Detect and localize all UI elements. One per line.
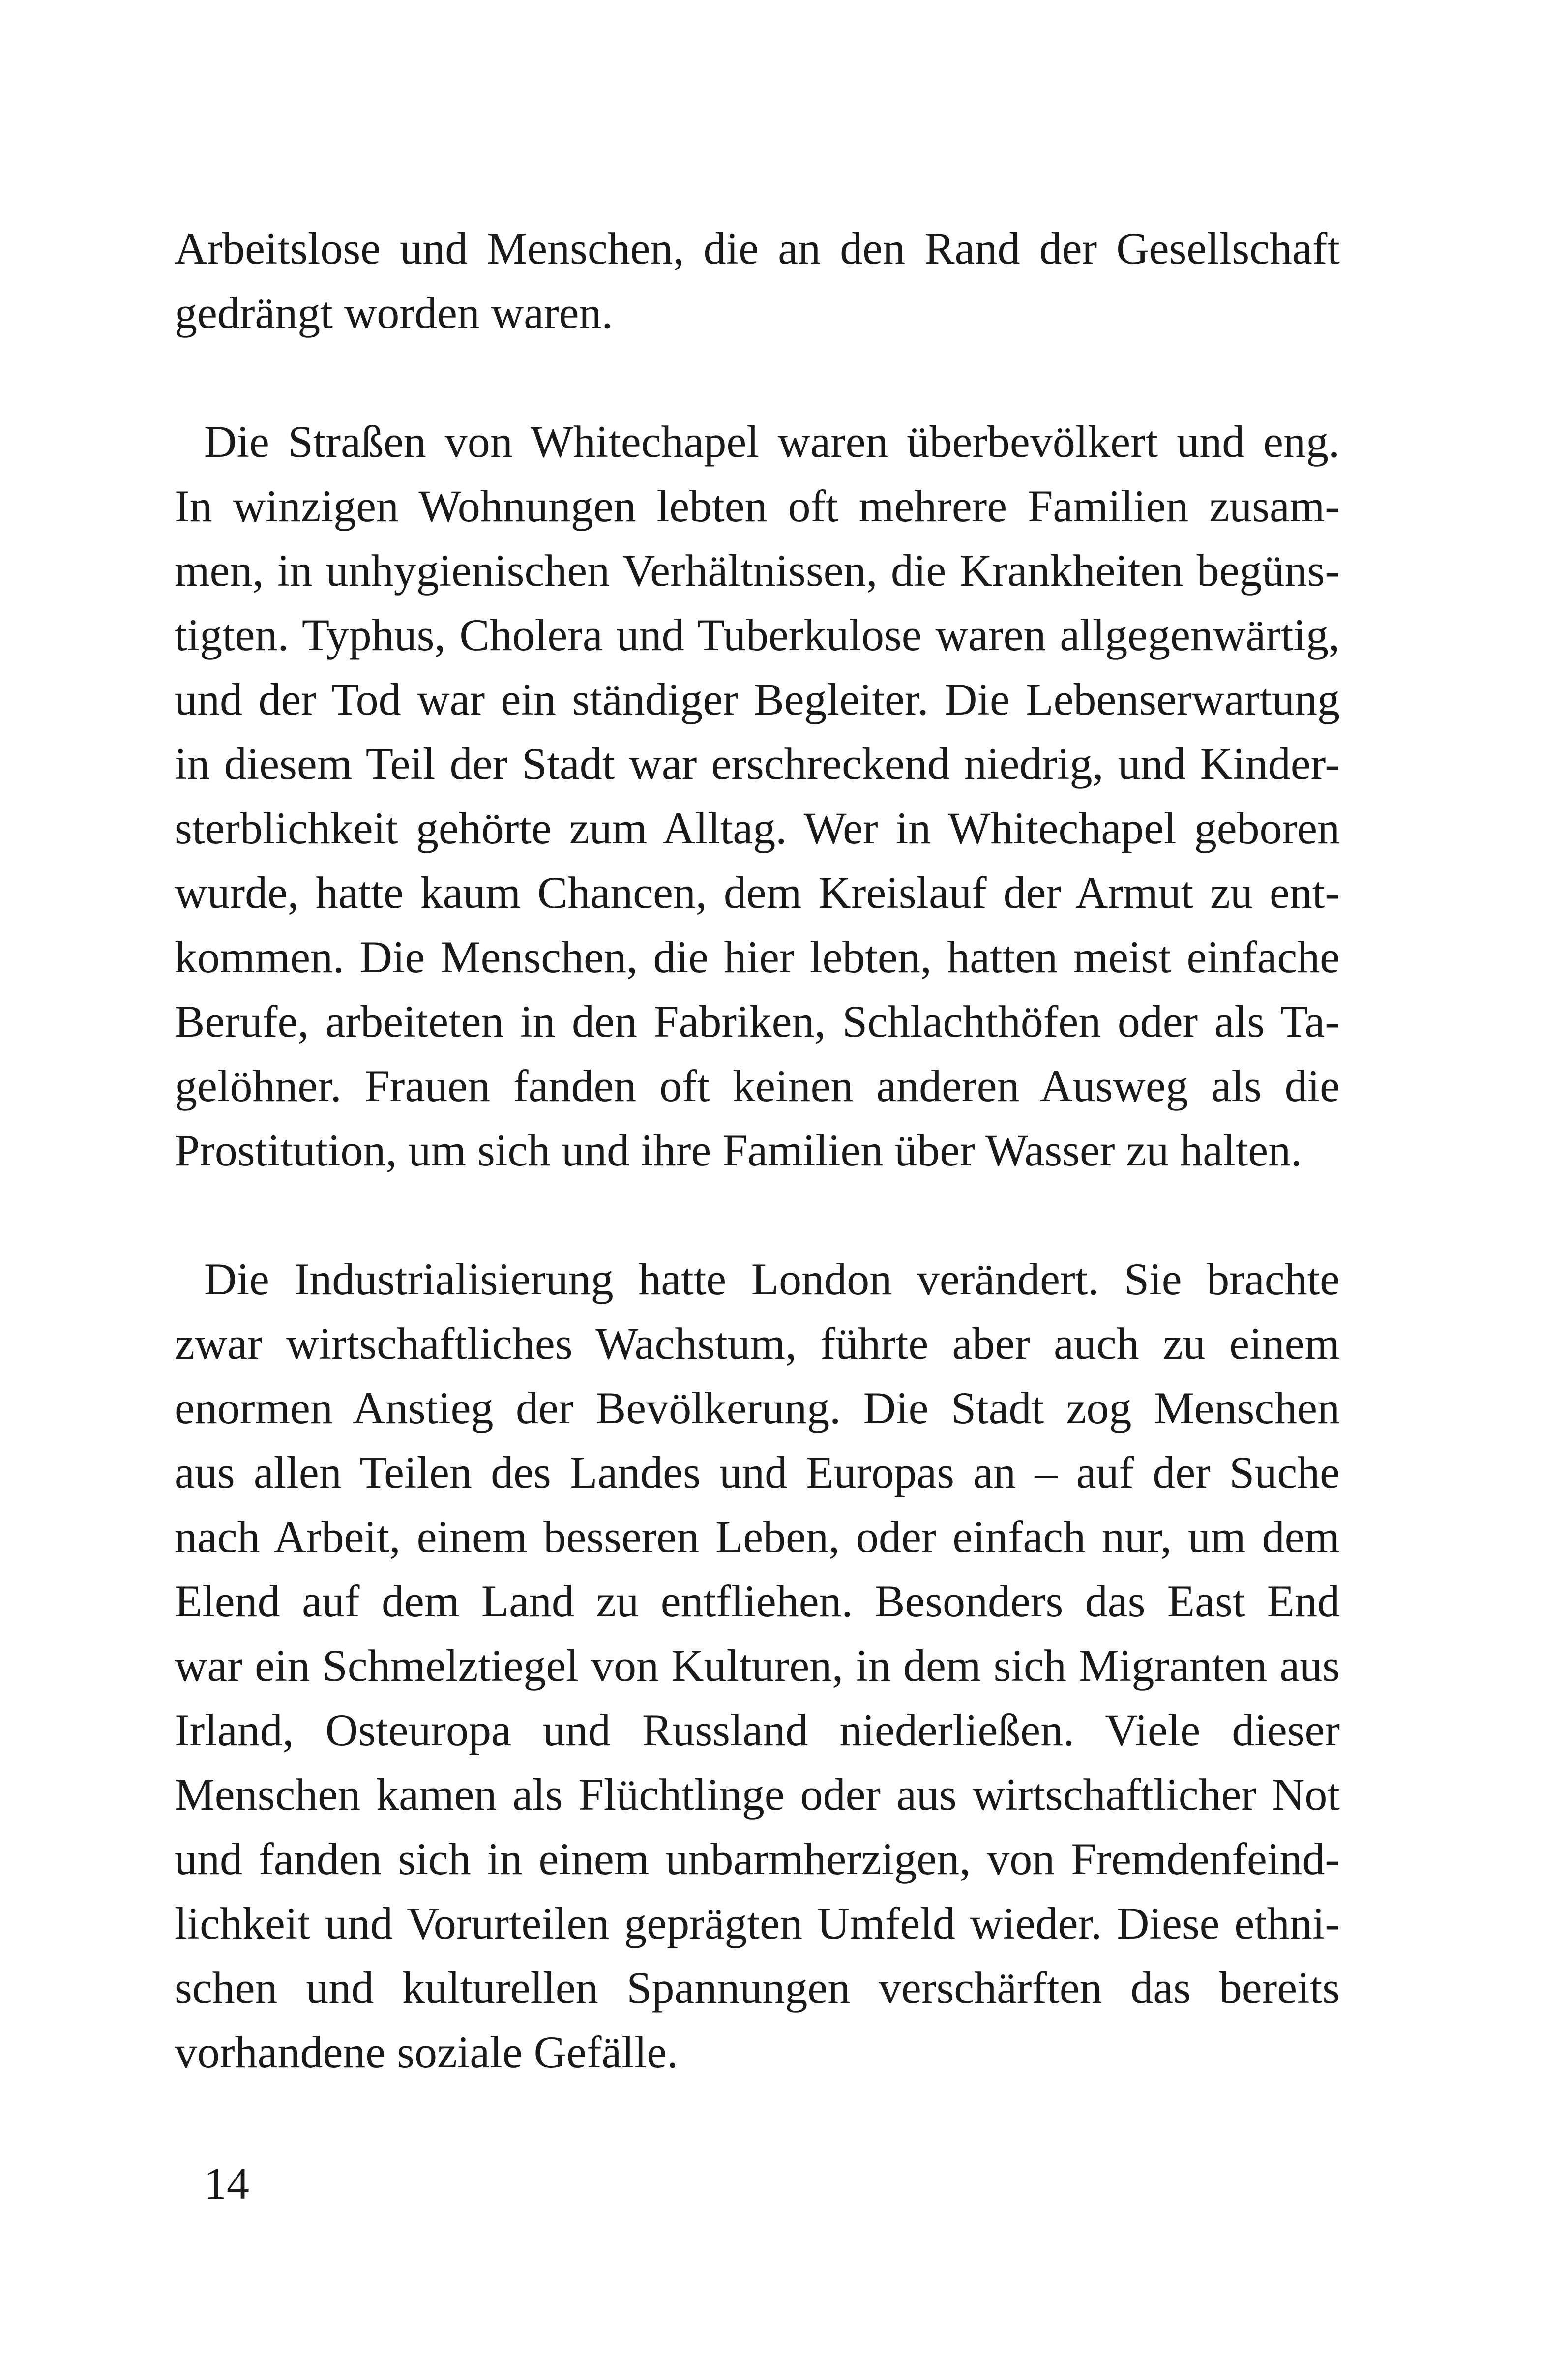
text-line: Prostitution, um sich und ihre Familien über Wasser zu halten.: [175, 1125, 1302, 1175]
text-line: sterblichkeit gehörte zum Alltag. Wer in Whitechapel geboren: [175, 803, 1340, 853]
text-line: gelöhner. Frauen fanden oft keinen anderen Ausweg als die: [175, 1061, 1340, 1111]
text-line: gedrängt worden waren.: [175, 288, 613, 338]
paragraph-gap: [175, 345, 1340, 410]
text-line: Die Industrialisierung hatte London verändert. Sie brachte: [204, 1254, 1340, 1304]
text-line: men, in unhygienischen Verhältnissen, die Krankheiten begüns-: [175, 545, 1340, 596]
paragraph-gap: [175, 1183, 1340, 1247]
text-line: war ein Schmelztiegel von Kulturen, in dem sich Migranten aus: [175, 1641, 1340, 1691]
paragraph-3: [175, 1247, 1340, 2085]
body-text: [175, 216, 1340, 2085]
text-line: enormen Anstieg der Bevölkerung. Die Stadt zog Menschen: [175, 1383, 1340, 1433]
text-line: wurde, hatte kaum Chancen, dem Kreislauf der Armut zu ent-: [175, 867, 1340, 918]
text-line: schen und kulturellen Spannungen verschärften das bereits: [175, 1963, 1340, 2013]
text-line: Irland, Osteuropa und Russland niederließen. Viele dieser: [175, 1705, 1340, 1755]
text-line: aus allen Teilen des Landes und Europas an – auf der Suche: [175, 1447, 1340, 1497]
text-line: Berufe, arbeiteten in den Fabriken, Schlachthöfen oder als Ta-: [175, 996, 1340, 1046]
text-line: Menschen kamen als Flüchtlinge oder aus wirtschaftlicher Not: [175, 1769, 1340, 1820]
text-line: und der Tod war ein ständiger Begleiter. Die Lebenserwartung: [175, 674, 1340, 724]
text-line: tigten. Typhus, Cholera und Tuberkulose waren allgegenwärtig,: [175, 610, 1340, 660]
paragraph-2: [175, 410, 1340, 1183]
text-line: vorhandene soziale Gefälle.: [175, 2027, 679, 2077]
text-line: in diesem Teil der Stadt war erschreckend niedrig, und Kinder-: [175, 739, 1340, 789]
text-line: In winzigen Wohnungen lebten oft mehrere Familien zusam-: [175, 481, 1340, 531]
text-line: Arbeitslose und Menschen, die an den Rand der Gesellschaft: [175, 223, 1340, 273]
text-line: und fanden sich in einem unbarmherzigen, von Fremdenfeind-: [175, 1834, 1340, 1884]
paragraph-1: [175, 216, 1340, 345]
text-line: Die Straßen von Whitechapel waren überbevölkert und eng.: [204, 417, 1340, 467]
text-line: Elend auf dem Land zu entfliehen. Besonders das East End: [175, 1576, 1340, 1626]
text-line: zwar wirtschaftliches Wachstum, führte aber auch zu einem: [175, 1318, 1340, 1369]
text-line: lichkeit und Vorurteilen geprägten Umfeld wieder. Diese ethni-: [175, 1898, 1340, 1948]
text-line: kommen. Die Menschen, die hier lebten, hatten meist einfache: [175, 932, 1340, 982]
text-line: nach Arbeit, einem besseren Leben, oder einfach nur, um dem: [175, 1512, 1340, 1562]
page-number: 14: [204, 2158, 249, 2209]
